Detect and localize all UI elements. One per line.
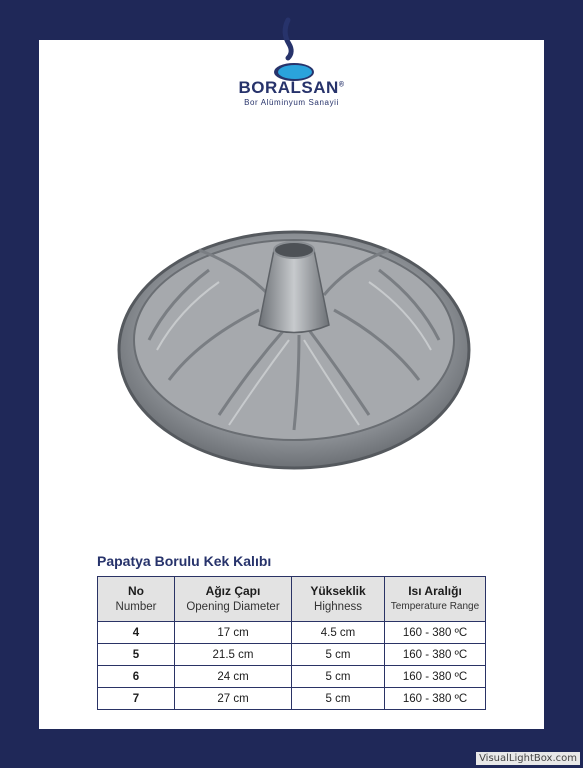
boralsan-logo [39, 14, 544, 84]
catalog-page [39, 40, 544, 729]
cell-number: 7 [98, 688, 175, 710]
cell-height: 5 cm [292, 644, 385, 666]
cell-number: 5 [98, 644, 175, 666]
cell-height: 4.5 cm [292, 622, 385, 644]
cell-diameter: 17 cm [175, 622, 292, 644]
header-height: Yükseklik Highness [292, 577, 385, 622]
brand-subtitle: Bor Alüminyum Sanayii [244, 98, 339, 107]
header-number: No Number [98, 577, 175, 622]
watermark-link[interactable]: VisualLightBox.com [476, 752, 580, 765]
cell-temperature: 160 - 380 ºC [385, 622, 486, 644]
header-diameter: Ağız Çapı Opening Diameter [175, 577, 292, 622]
product-title: Papatya Borulu Kek Kalıbı [97, 553, 272, 569]
bundt-cake-pan-image [109, 190, 479, 500]
cell-diameter: 24 cm [175, 666, 292, 688]
header-temperature: Isı Aralığı Temperature Range [385, 577, 486, 622]
logo-icon [262, 14, 322, 84]
cell-temperature: 160 - 380 ºC [385, 666, 486, 688]
cell-diameter: 21.5 cm [175, 644, 292, 666]
brand-name: BORALSAN® [238, 78, 345, 97]
cell-number: 4 [98, 622, 175, 644]
cell-height: 5 cm [292, 688, 385, 710]
cell-number: 6 [98, 666, 175, 688]
table-row [98, 622, 486, 644]
cell-diameter: 27 cm [175, 688, 292, 710]
cell-temperature: 160 - 380 ºC [385, 688, 486, 710]
specs-table [97, 576, 486, 710]
table-row [98, 666, 486, 688]
cell-height: 5 cm [292, 666, 385, 688]
cell-temperature: 160 - 380 ºC [385, 644, 486, 666]
table-row [98, 644, 486, 666]
table-row [98, 688, 486, 710]
